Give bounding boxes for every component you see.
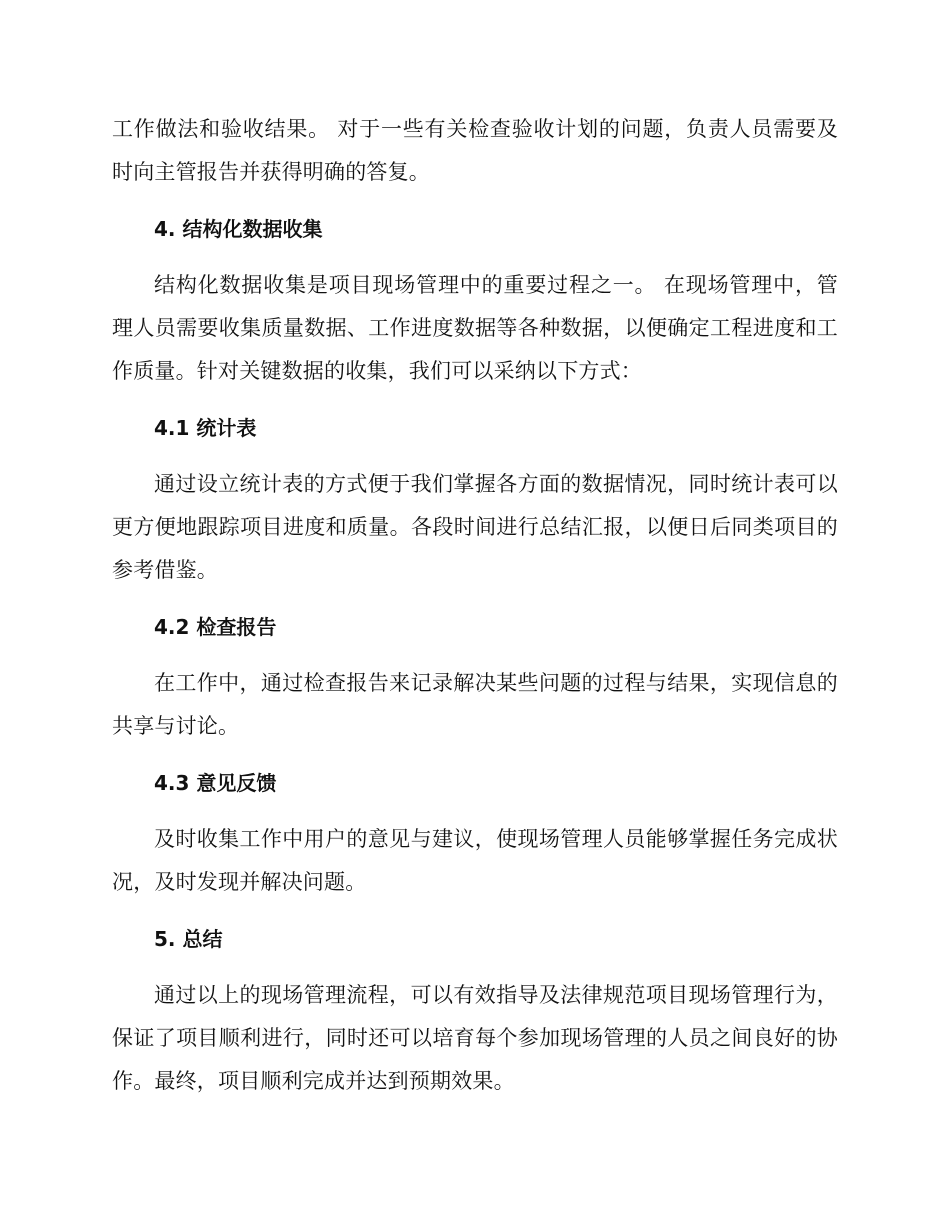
document-body bbox=[112, 108, 838, 1122]
section-4-3-paragraph: 及时收集工作中用户的意见与建议，使现场管理人员能够掌握任务完成状况，及时发现并解决问题。 bbox=[112, 827, 838, 894]
section-4-1-heading: 4.1 统计表 bbox=[154, 416, 257, 440]
intro-paragraph: 工作做法和验收结果。 对于一些有关检查验收计划的问题，负责人员需要及时向主管报告并获得明确的答复。 bbox=[112, 117, 838, 184]
section-5-heading: 5. 总结 bbox=[154, 927, 223, 951]
section-4-heading: 4. 结构化数据收集 bbox=[154, 217, 323, 241]
section-4-paragraph: 结构化数据收集是项目现场管理中的重要过程之一。 在现场管理中，管理人员需要收集质量数据、工作进度数据等各种数据，以便确定工程进度和工作质量。针对关键数据的收集，我们可以采纳以下方式： bbox=[112, 273, 838, 383]
section-4-2-heading: 4.2 检查报告 bbox=[154, 615, 277, 639]
section-4-2-paragraph: 在工作中，通过检查报告来记录解决某些问题的过程与结果，实现信息的共享与讨论。 bbox=[112, 671, 838, 738]
section-5-paragraph: 通过以上的现场管理流程，可以有效指导及法律规范项目现场管理行为，保证了项目顺利进行，同时还可以培育每个参加现场管理的人员之间良好的协作。最终，项目顺利完成并达到预期效果。 bbox=[112, 983, 838, 1093]
section-4-1-paragraph: 通过设立统计表的方式便于我们掌握各方面的数据情况，同时统计表可以更方便地跟踪项目进度和质量。各段时间进行总结汇报，以便日后同类项目的参考借鉴。 bbox=[112, 472, 838, 582]
section-4-3-heading: 4.3 意见反馈 bbox=[154, 771, 277, 795]
